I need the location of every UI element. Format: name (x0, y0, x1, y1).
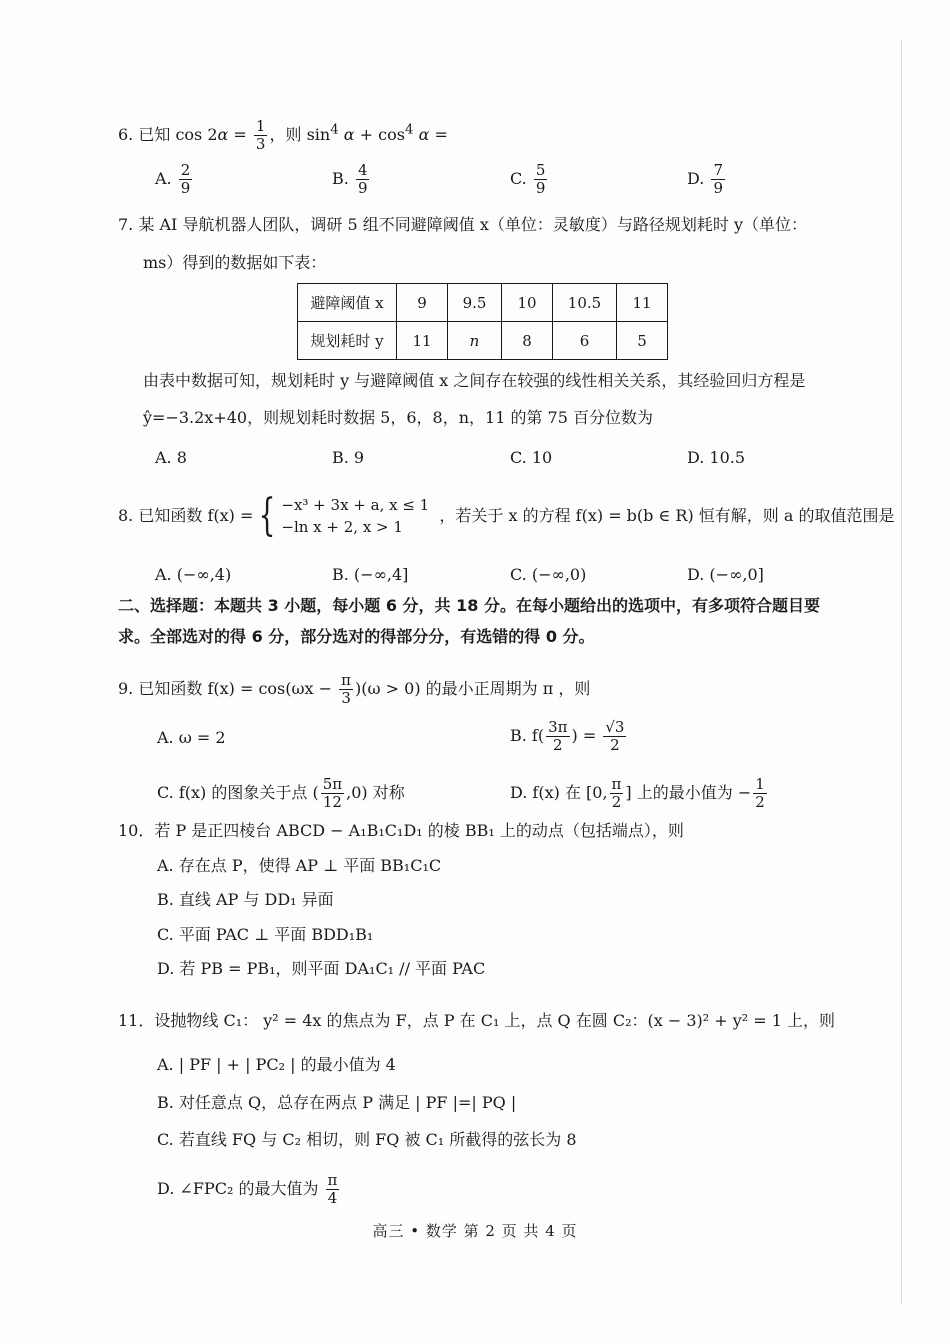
question-number: 8. (118, 506, 134, 525)
data-table (297, 283, 668, 360)
option-b[interactable]: B. $\frac{4}{9}$ (332, 161, 368, 197)
option-c[interactable]: C. $\frac{5}{9}$ (510, 161, 546, 197)
table-row: 避障阈值 x 9 9.5 10 10.5 11 (298, 284, 668, 322)
option-c[interactable]: C. 平面 PAC ⊥ 平面 BDD₁B₁ (157, 925, 374, 944)
brace-symbol: { (258, 490, 276, 541)
option-d[interactable]: D. (−∞,0] (687, 565, 764, 584)
option-d[interactable]: D. $\frac{7}{9}$ (687, 161, 723, 197)
fraction: $\frac{1}{3}$ (255, 117, 266, 153)
piecewise-function: −x³ + 3x + a, x ≤ 1 −ln x + 2, x > 1 (281, 496, 430, 536)
question-number: 9. (118, 679, 134, 698)
option-a[interactable]: A. 8 (155, 448, 187, 467)
question-stem: 已知 (138, 125, 171, 144)
option-b[interactable]: B. 对任意点 Q，总存在两点 P 满足 | PF |=| PQ | (157, 1093, 517, 1112)
option-d[interactable]: D. ∠FPC₂ 的最大值为 $\frac{\pi}{4}$ (157, 1171, 338, 1207)
question-number: 6. (118, 125, 134, 144)
option-a[interactable]: A. $\frac{2}{9}$ (155, 161, 191, 197)
option-b[interactable]: B. (−∞,4] (332, 565, 409, 584)
option-d[interactable]: D. f(x) 在 [0, $\frac{\pi}{2}$ ] 上的最小值为 − $\frac{1}{2}$ (510, 775, 765, 811)
option-a[interactable]: A. 存在点 P，使得 AP ⊥ 平面 BB₁C₁C (157, 856, 442, 875)
option-d[interactable]: D. 10.5 (687, 448, 746, 467)
question-8: 8. 已知函数 f(x) = { −x³ + 3x + a, x ≤ 1 −ln x + 2, x > 1 ，若关于 x 的方程 f(x) = b(b ∈ R) 恒有解，则 a 的取值范围是 (118, 490, 895, 541)
option-b[interactable]: B. f( $\frac{3\pi}{2}$ ) = $\frac{√3}{2}$ (510, 718, 625, 754)
option-b[interactable]: B. 直线 AP 与 DD₁ 异面 (157, 890, 334, 909)
table-row: 规划耗时 y 11 n 8 6 5 (298, 322, 668, 360)
page-footer: 高三 • 数学 第 2 页 共 4 页 (372, 1222, 578, 1240)
option-c[interactable]: C. (−∞,0) (510, 565, 587, 584)
option-a[interactable]: A. ω = 2 (157, 728, 226, 747)
question-stem: 某 AI 导航机器人团队，调研 5 组不同避障阈值 x（单位：灵敏度）与路径规划耗时 y（单位： (138, 215, 807, 234)
option-c[interactable]: C. 若直线 FQ 与 C₂ 相切，则 FQ 被 C₁ 所截得的弦长为 8 (157, 1130, 577, 1149)
option-c[interactable]: C. f(x) 的图象关于点 ( $\frac{5\pi}{12}$ ,0) 对称 (157, 775, 405, 811)
page-edge-line (901, 40, 902, 1304)
option-a[interactable]: A. (−∞,4) (155, 565, 232, 584)
question-number: 7. (118, 215, 134, 234)
option-b[interactable]: B. 9 (332, 448, 365, 467)
option-d[interactable]: D. 若 PB = PB₁，则平面 DA₁C₁ // 平面 PAC (157, 959, 486, 978)
option-c[interactable]: C. 10 (510, 448, 553, 467)
option-a[interactable]: A. | PF | + | PC₂ | 的最小值为 4 (157, 1055, 396, 1074)
